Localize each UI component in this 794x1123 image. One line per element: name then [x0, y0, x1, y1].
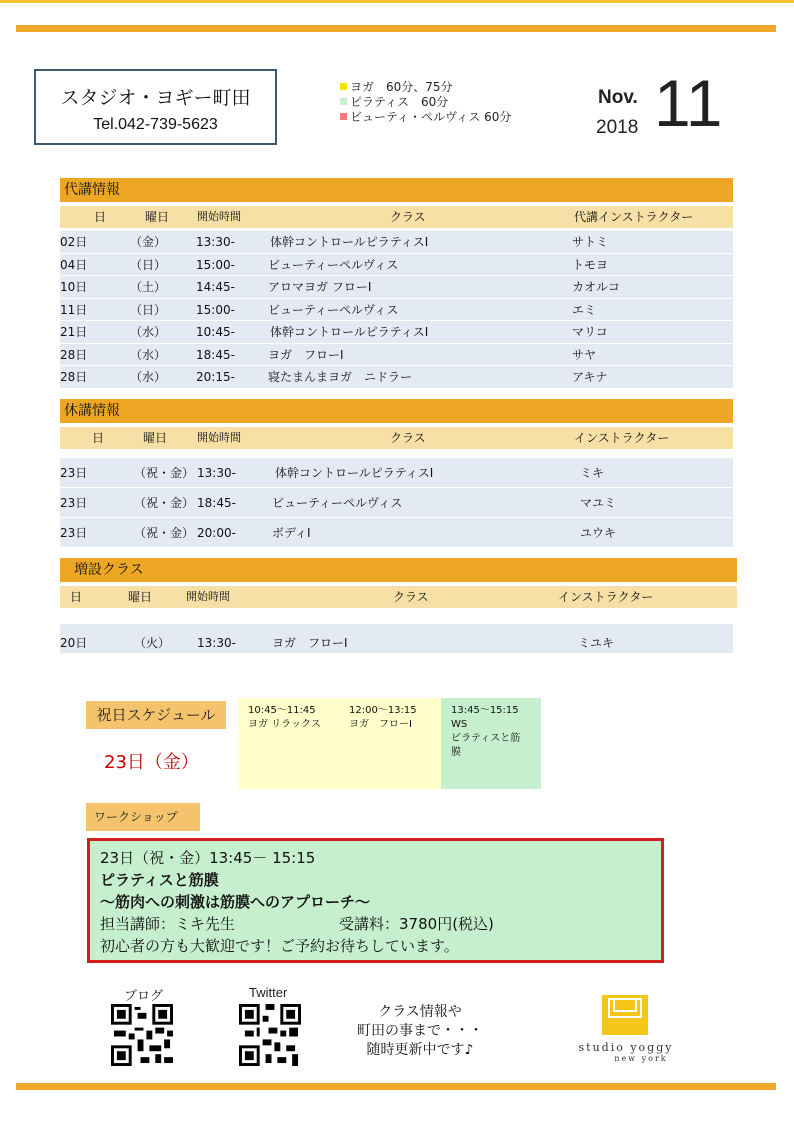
table-row: 21日 （水） 10:45- 体幹コントロールピラティスⅠ マリコ	[60, 321, 733, 344]
table-row: 11日 （日） 15:00- ビューティーペルヴィス エミ	[60, 299, 733, 322]
promo-text: クラス情報や 町田の事まで・・・ 随時更新中です♪	[357, 1004, 483, 1058]
section-title: 増設クラス	[60, 558, 737, 582]
cancelled-section	[60, 399, 733, 548]
table-header: 日 曜日 開始時間 クラス 代講インストラクター	[60, 206, 733, 228]
table-header: 日 曜日 開始時間 クラス インストラクター	[60, 586, 737, 608]
workshop-title: ピラティスと筋膜	[100, 871, 219, 889]
workshop-note: 初心者の方も大歓迎です！ご予約お待ちしています。	[100, 937, 459, 955]
workshop-details: 担当講師：ミキ先生 受講料：3780円(税込)	[100, 915, 494, 933]
legend-item-beauty: ビューティ・ペルヴィス 60分	[340, 110, 511, 125]
workshop-box	[87, 838, 664, 963]
footer-bar	[16, 1083, 776, 1090]
month-label: Nov.	[598, 87, 638, 108]
added-class-section	[60, 558, 737, 654]
table-row: 04日 （日） 15:00- ビューティーペルヴィス トモヨ	[60, 254, 733, 277]
holiday-slot: 10:45～11:45 ヨガ リラックス	[238, 698, 339, 789]
month-number: 11	[654, 66, 723, 140]
legend-swatch	[340, 83, 347, 90]
twitter-label: Twitter	[249, 985, 288, 1000]
holiday-slot: 13:45～15:15 WS ピラティスと筋 膜	[441, 698, 541, 789]
studio-tel: Tel.042-739-5623	[93, 116, 218, 133]
legend-swatch	[340, 98, 347, 105]
legend-item-yoga: ヨガ 60分、75分	[340, 80, 511, 95]
table-row: 23日 （祝・金） 18:45- ビューティーペルヴィス マユミ	[60, 488, 733, 518]
table-body	[60, 458, 733, 548]
table-body	[60, 231, 733, 389]
table-row: 02日 （金） 13:30- 体幹コントロールピラティスⅠ サトミ	[60, 231, 733, 254]
table-row: 10日 （土） 14:45- アロマヨガ フローⅠ カオルコ	[60, 276, 733, 299]
section-title: 休講情報	[60, 399, 733, 423]
legend-swatch	[340, 113, 347, 120]
twitter-qr-code[interactable]	[239, 1004, 301, 1066]
studio-yoggy-logo-text: studio yoggy new york	[578, 1041, 674, 1063]
workshop-label: ワークショップ	[86, 803, 200, 831]
table-row: 20日 （火） 13:30- ヨガ フローⅠ ミユキ	[60, 624, 733, 654]
blog-label: ブログ	[124, 988, 164, 1003]
holiday-schedule-label: 祝日スケジュール	[86, 701, 226, 729]
workshop-datetime: 23日（祝・金）13:45－ 15:15	[100, 849, 316, 867]
holiday-date: 23日（金）	[104, 752, 199, 773]
table-row: 23日 （祝・金） 13:30- 体幹コントロールピラティスⅠ ミキ	[60, 458, 733, 488]
studio-yoggy-logo-icon	[602, 995, 648, 1035]
header-bar	[16, 25, 776, 32]
table-row: 23日 （祝・金） 20:00- ボディⅠ ユウキ	[60, 518, 733, 548]
class-legend	[340, 80, 511, 125]
top-accent-line	[0, 0, 794, 3]
table-header: 日 曜日 開始時間 クラス インストラクター	[60, 427, 733, 449]
year-label: 2018	[596, 117, 639, 138]
workshop-subtitle: ～筋肉への刺激は筋膜へのアプローチ～	[100, 893, 371, 911]
holiday-slot: 12:00～13:15 ヨガ フローⅠ	[339, 698, 441, 789]
substitute-section	[60, 178, 733, 389]
studio-name: スタジオ・ヨギー町田	[60, 87, 251, 109]
blog-qr-code[interactable]	[111, 1004, 173, 1066]
legend-item-pilates: ピラティス 60分	[340, 95, 511, 110]
section-title: 代講情報	[60, 178, 733, 202]
table-row: 28日 （水） 18:45- ヨガ フローⅠ サヤ	[60, 344, 733, 367]
studio-info-box	[34, 69, 277, 145]
table-body	[60, 624, 733, 654]
table-row: 28日 （水） 20:15- 寝たまんまヨガ ニドラー アキナ	[60, 366, 733, 389]
